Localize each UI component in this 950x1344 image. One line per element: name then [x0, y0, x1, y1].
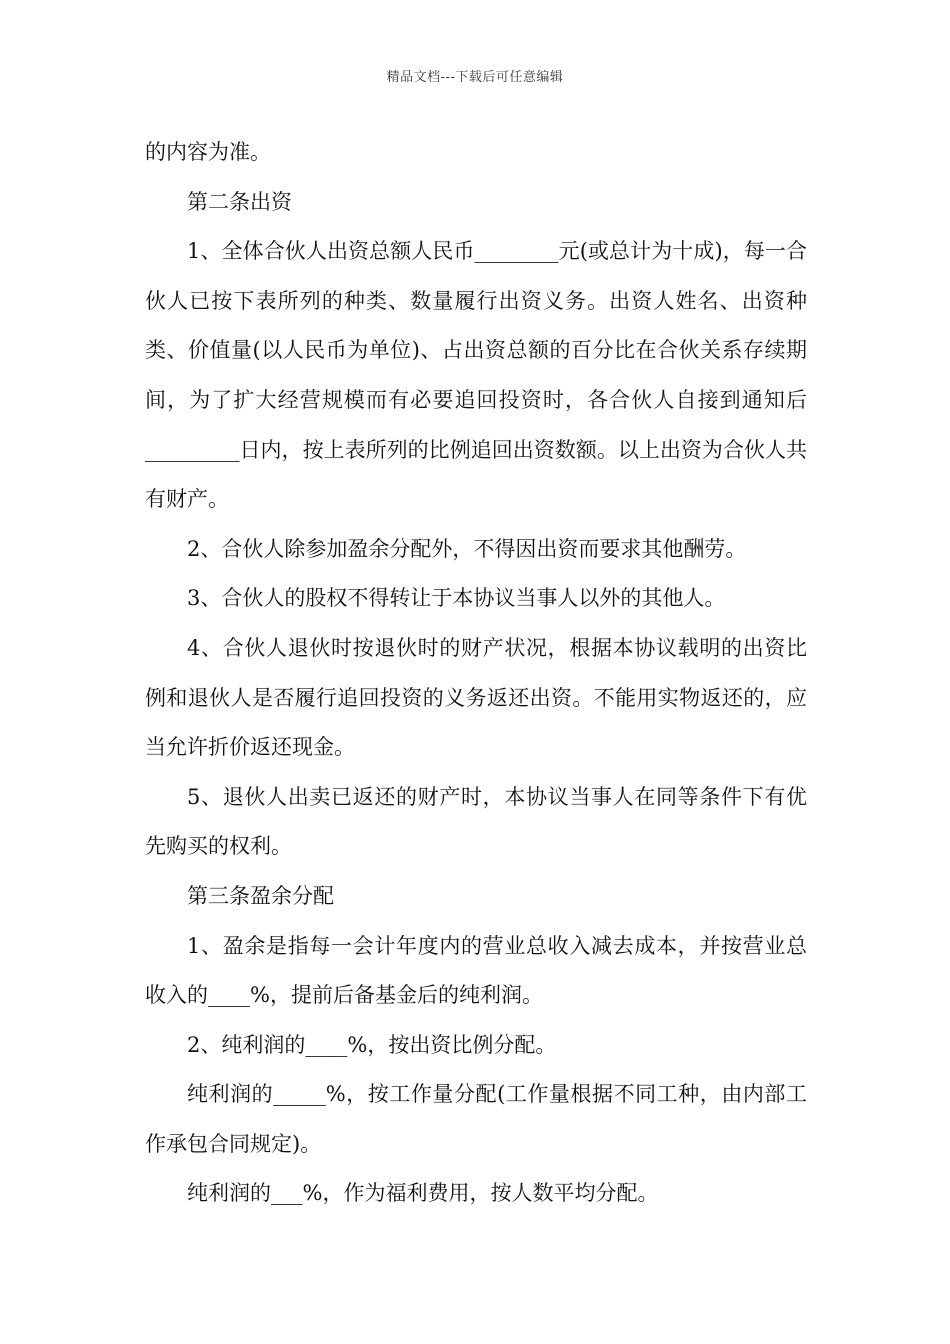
- paragraph-capital-3: 3、合伙人的股权不得转让于本协议当事人以外的其他人。: [187, 586, 726, 611]
- page-header: 精品文档---下载后可任意编辑: [386, 70, 564, 85]
- paragraph-profit-1: 1、盈余是指每一会计年度内的营业总收入减去成本，并按营业总收入的____%，提前后备基金后的纯利润。: [145, 933, 807, 1008]
- paragraph-continuation: 的内容为准。: [145, 140, 271, 164]
- paragraph-capital-5: 5、退伙人出卖已返还的财产时，本协议当事人在同等条件下有优先购买的权利。: [145, 784, 807, 859]
- document-body: [145, 128, 807, 1219]
- paragraph-capital-4: 4、合伙人退伙时按退伙时的财产状况，根据本协议载明的出资比例和退伙人是否履行追回投资的义务返还出资。不能用实物返还的，应当允许折价返还现金。: [145, 635, 807, 760]
- paragraph-capital-2: 2、合伙人除参加盈余分配外，不得因出资而要求其他酬劳。: [187, 536, 747, 561]
- paragraph-capital-1: 1、全体合伙人出资总额人民币________元(或总计为十成)，每一合伙人已按下表所列的种类、数量履行出资义务。出资人姓名、出资种类、价值量(以人民币为单位)、占出资总额的百分比在合伙关系存续期间，为了扩大经营规模而有必要追回投资时，各合伙人自接到通知后_________日内，按上表所列的比例追回出资数额。以上出资为合伙人共有财产。: [145, 239, 807, 512]
- paragraph-profit-4: 纯利润的___%，作为福利费用，按人数平均分配。: [187, 1181, 659, 1206]
- paragraph-profit-3: 纯利润的_____%，按工作量分配(工作量根据不同工种，由内部工作承包合同规定)。: [145, 1082, 807, 1156]
- section-heading-profit: 第三条盈余分配: [187, 883, 334, 908]
- paragraph-profit-2: 2、纯利润的____%，按出资比例分配。: [187, 1032, 557, 1057]
- section-heading-capital: 第二条出资: [187, 189, 292, 214]
